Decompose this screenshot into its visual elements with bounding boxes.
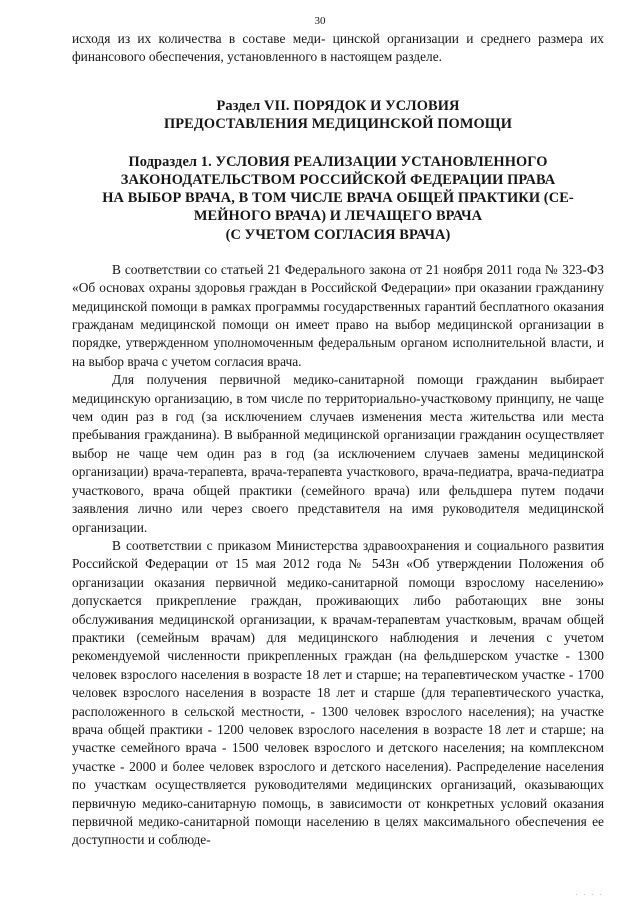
subsection-title — [72, 153, 604, 244]
subsection-title-line: ЗАКОНОДАТЕЛЬСТВОМ РОССИЙСКОЙ ФЕДЕРАЦИИ ПРАВА — [120, 172, 556, 189]
scan-artifact: · · · · — [575, 891, 604, 899]
intro-paragraph: исходя из их количества в составе меди- цинской организации и среднего размера их финансового обеспечения, установленного в настоящем разделе. — [72, 31, 604, 65]
body-paragraph: В соответствии со статьей 21 Федерального закона от 21 ноября 2011 года № 323-ФЗ «Об основах охраны здоровья граждан в Российской Федерации» при оказании гражданину медицинской помощи в рамках программы государственных гарантий бесплатного оказания гражданам медицинской помощи он имеет право на выбор медицинской организации в порядке, утвержденном уполномоченным федеральным органом исполнительной власти, и на выбор врача с учетом согласия врача. — [72, 261, 604, 369]
subsection-title-line: (С УЧЕТОМ СОГЛАСИЯ ВРАЧА) — [225, 226, 451, 243]
subsection-title-line: НА ВЫБОР ВРАЧА, В ТОМ ЧИСЛЕ ВРАЧА ОБЩЕЙ ПРАКТИКИ (СЕ- — [102, 190, 574, 207]
body-paragraph: Для получения первичной медико-санитарной помощи гражданин выбирает медицинскую организацию, в том числе по территориально-участковому принципу, не чаще чем один раз в год (за исключением случаев изменения места жительства или места пребывания гражданина). В выбранной медицинской организации гражданин осуществляет выбор не чаще чем один раз в год (за исключением случаев замены медицинской организации) врача-терапевта, врача-терапевта участкового, врача-педиатра, врача-педиатра участкового, врача общей практики (семейного врача) или фельдшера путем подачи заявления лично или через своего представителя на имя руководителя медицинской организации. — [72, 372, 604, 535]
subsection-title-line: Подраздел 1. УСЛОВИЯ РЕАЛИЗАЦИИ УСТАНОВЛЕННОГО — [128, 153, 548, 170]
section-title-line: Раздел VII. ПОРЯДОК И УСЛОВИЯ — [216, 97, 460, 114]
page-content — [72, 30, 604, 850]
subsection-title-line: МЕЙНОГО ВРАЧА) И ЛЕЧАЩЕГО ВРАЧА — [193, 208, 483, 225]
page-number: 30 — [314, 15, 326, 27]
section-title — [72, 97, 604, 134]
section-title-line: ПРЕДОСТАВЛЕНИЯ МЕДИЦИНСКОЙ ПОМОЩИ — [163, 116, 513, 133]
body-paragraph: В соответствии с приказом Министерства здравоохранения и социального развития Российской Федерации от 15 мая 2012 года № 543н «Об утверждении Положения об организации оказания первичной медико-санитарной помощи взрослому населению» допускается прикрепление граждан, проживающих либо работающих вне зоны обслуживания медицинской организации, к врачам-терапевтам участковым, врачам общей практики (семейным врачам) для медицинского наблюдения и лечения с учетом рекомендуемой численности прикрепленных граждан (на фельдшерском участке - 1300 человек взрослого населения в возрасте 18 лет и старше; на терапевтическом участке - 1700 человек взрослого населения в возрасте 18 лет и старше (для терапевтического участка, расположенного в сельской местности, - 1300 человек взрослого населения); на участке врача общей практики - 1200 человек взрослого населения в возрасте 18 лет и старше; на участке семейного врача - 1500 человек взрослого и детского населения; на комплексном участке - 2000 и более человек взрослого и детского населения). Распределение населения по участкам осуществляется руководителями медицинских организаций, оказывающих первичную медико-санитарную помощь, в зависимости от конкретных условий оказания первичной медико-санитарной помощи населению в целях максимального обеспечения ее доступности и соблюде- — [72, 537, 604, 848]
